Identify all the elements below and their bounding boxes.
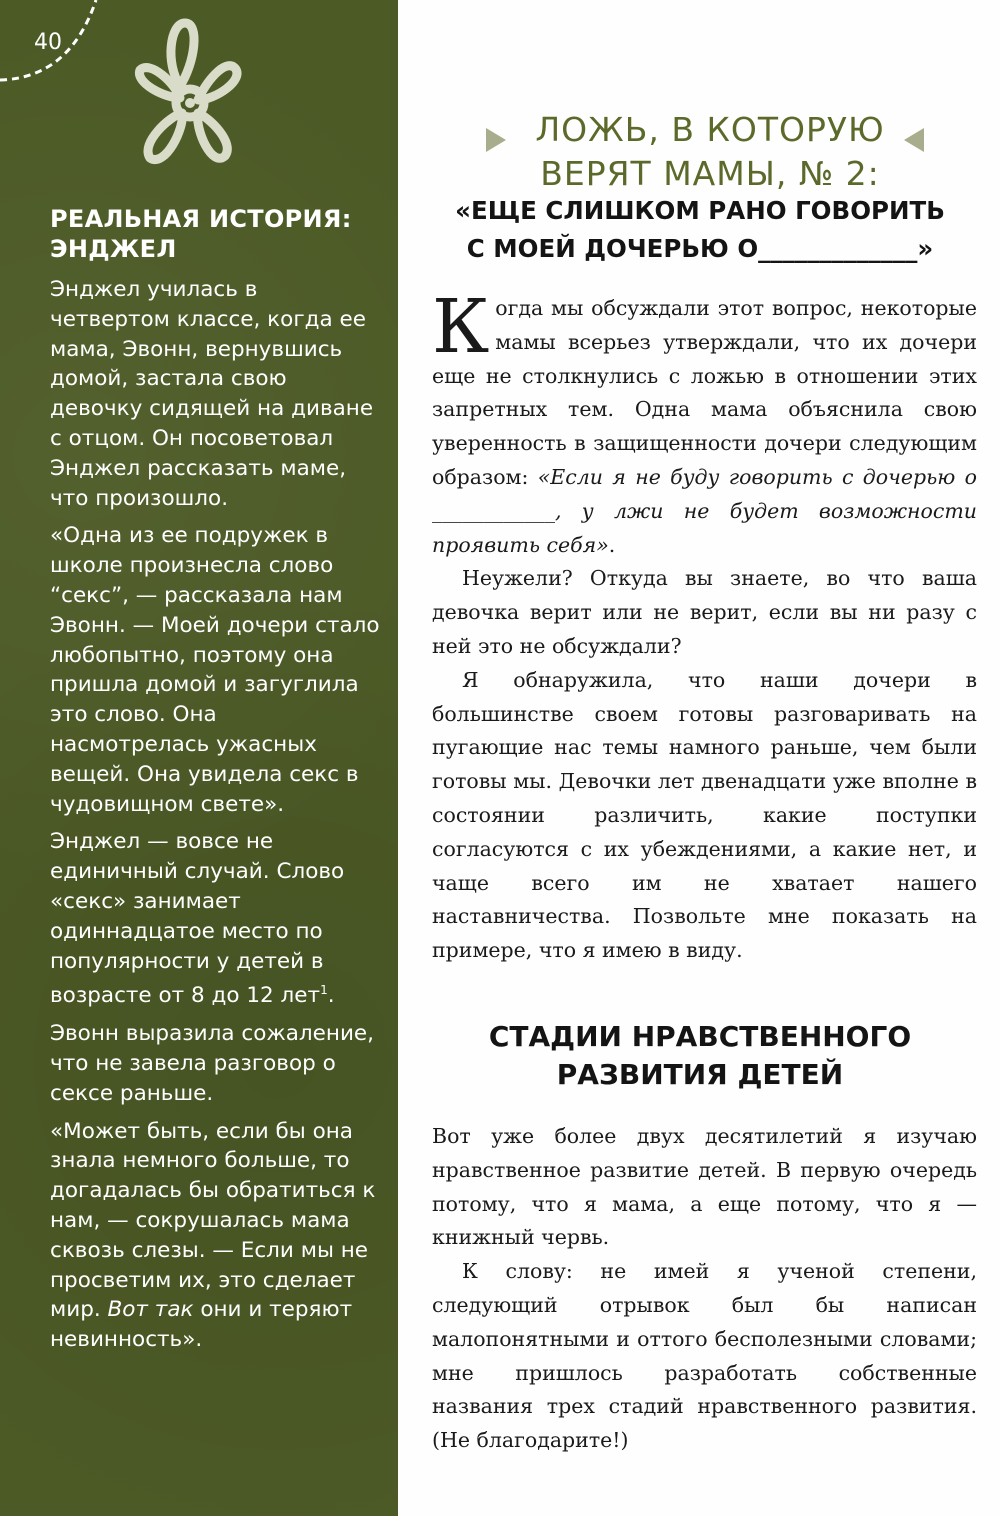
article-paragraph: Неужели? Откуда вы знаете, во что ваша девочка верит или не верит, если вы ни разу с ней это не обсуждали?	[432, 566, 977, 658]
sidebar-title: РЕАЛЬНАЯ ИСТОРИЯ: ЭНДЖЕЛ	[50, 205, 352, 263]
lie-heading: ЛОЖЬ, В КОТОРУЮ ВЕРЯТ МАМЫ, № 2:	[535, 110, 885, 193]
flower-icon	[130, 8, 250, 188]
drop-cap: К	[432, 284, 490, 370]
quote-heading: «ЕЩЕ СЛИШКОМ РАНО ГОВОРИТЬ С МОЕЙ ДОЧЕРЬЮ О_____________»	[455, 196, 945, 263]
article-text	[432, 284, 977, 968]
article-paragraph: Я обнаружила, что наши дочери в большинстве своем готовы разговаривать на пугающие нас темы намного раньше, чем были готовы мы. Девочки лет двенадцати уже вполне в состоянии различить, какие поступки согласуются с их убеждениями, а какие нет, и чаще всего им не хватает нашего наставничества. Позвольте мне показать на примере, что я имею в виду.	[432, 667, 977, 963]
sidebar-body	[50, 275, 380, 1363]
footnote-mark: 1	[320, 983, 328, 998]
sidebar-paragraph: «Может быть, если бы она знала немного больше, то догадалась бы обратиться к нам, — сокрушалась мама сквозь слезы. — Если мы не просветим их, это сделает мир. Вот так они и теряют невинность».	[50, 1118, 376, 1353]
section-paragraph: К слову: не имей я ученой степени, следующий отрывок был бы написан малопонятными и оттого бесполезными словами; мне пришлось разработать собственные названия трех стадий нравственного развития. (Не благодарите!)	[432, 1259, 977, 1453]
sidebar-paragraph: Эвонн выразила сожаление, что не завела разговор о сексе раньше.	[50, 1021, 374, 1106]
section-heading: СТАДИИ НРАВСТВЕННОГО РАЗВИТИЯ ДЕТЕЙ	[488, 1020, 912, 1091]
sidebar-emphasis: Вот так	[107, 1297, 194, 1323]
story-sidebar	[0, 0, 398, 1516]
section-text	[432, 1120, 977, 1458]
page-number: 40	[34, 30, 62, 55]
sidebar-paragraph: Энджел — вовсе не единичный случай. Слово «секс» занимает одиннадцатое место по популярности у детей в возрасте от 8 до 12 лет$^1$.	[50, 829, 345, 1009]
sidebar-paragraph: «Одна из ее подружек в школе произнесла слово “секс”, — рассказала нам Эвонн. — Моей дочери стало любопытно, поэтому она пришла домой и загуглила это слово. Она насмотрелась ужасных вещей. Она увидела секс в чудовищном свете».	[50, 523, 380, 817]
section-paragraph: Вот уже более двух десятилетий я изучаю нравственное развитие детей. В первую очередь потому, что я мама, а еще потому, что я — книжный червь.	[432, 1124, 977, 1250]
article-paragraph: Когда мы обсуждали этот вопрос, некоторые мамы всерьез утверждали, что их дочери еще не столкнулись с ложью в отношении этих запретных тем. Одна мама объяснила свою уверенность в защищенности дочери следующим образом: «Если я не буду говорить с дочерью о ____________, у лжи не будет возможности проявить себя».	[432, 284, 977, 557]
sidebar-paragraph: Энджел училась в четвертом классе, когда ее мама, Эвонн, вернувшись домой, застала свою девочку сидящей на диване с отцом. Он посоветовал Энджел рассказать маме, что произошло.	[50, 277, 374, 511]
